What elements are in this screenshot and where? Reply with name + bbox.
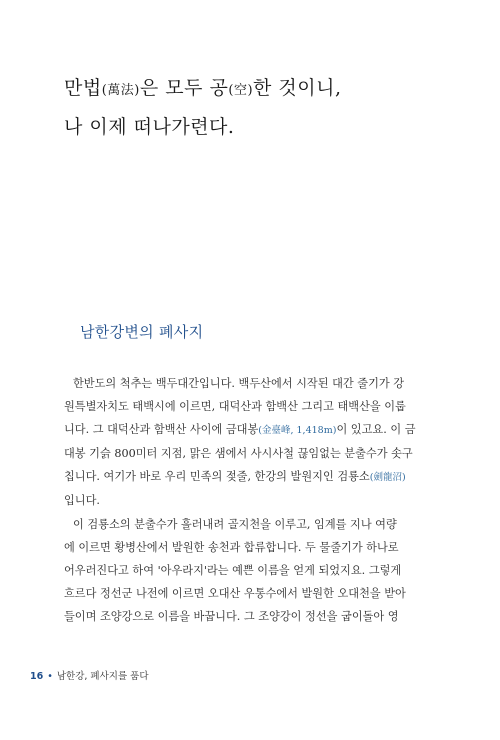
quote-text: 한 것이니, (253, 77, 342, 99)
body-line: 입니다. (64, 494, 100, 508)
body-text-run: 칩니다. 여기가 바로 우리 민족의 젖줄, 한강의 발원지인 검룡소 (64, 470, 370, 484)
section-heading: 남한강변의 폐사지 (80, 323, 204, 341)
page-footer (30, 668, 149, 682)
body-text (64, 372, 436, 628)
body-line: 흐르다 정선군 나전에 이르면 오대산 우통수에서 발원한 오대천을 받아 (64, 586, 406, 600)
quote-text: 만법 (64, 77, 102, 99)
quote-text: 은 모두 공 (139, 77, 229, 99)
body-line: 원특별자치도 태백시에 이르면, 대덕산과 함백산 그리고 태백산을 이룹 (64, 400, 406, 414)
quote-hanja: (萬法) (101, 83, 140, 98)
running-title: 남한강, 폐사지를 품다 (56, 671, 149, 682)
body-annotation: (劍龍沼) (369, 472, 406, 484)
body-line: 이 검룡소의 분출수가 흘러내려 골지천을 이루고, 임계를 지나 여량 (73, 517, 397, 531)
quote-hanja: (空) (228, 83, 254, 98)
body-line: 대봉 기슭 800미터 지점, 맑은 샘에서 사시사철 끊임없는 분출수가 솟구 (64, 447, 413, 461)
body-line: 들이며 조양강으로 이름을 바꿉니다. 그 조양강이 정선을 굽이돌아 영 (64, 609, 399, 623)
quote-line-1 (64, 70, 444, 109)
body-text-run: 니다. 그 대덕산과 함백산 사이에 금대봉 (64, 423, 259, 437)
quote-line-2: 나 이제 떠나가련다. (64, 116, 235, 138)
bullet-icon: • (47, 671, 53, 682)
page-number: 16 (30, 671, 44, 682)
body-line: 에 이르면 황병산에서 발원한 송천과 합류합니다. 두 물줄기가 하나로 (64, 540, 399, 554)
body-line: 어우러진다고 하여 '아우라지'라는 예쁜 이름을 얻게 되었지요. 그렇게 (64, 563, 402, 577)
body-line: 한반도의 척추는 백두대간입니다. 백두산에서 시작된 대간 줄기가 강 (73, 377, 405, 390)
body-annotation: (金臺峰, 1,418m) (258, 425, 337, 437)
body-line (64, 418, 436, 442)
body-text-run: 이 있고요. 이 금 (336, 423, 416, 437)
epigraph-quote (64, 70, 444, 145)
body-line (64, 465, 436, 489)
